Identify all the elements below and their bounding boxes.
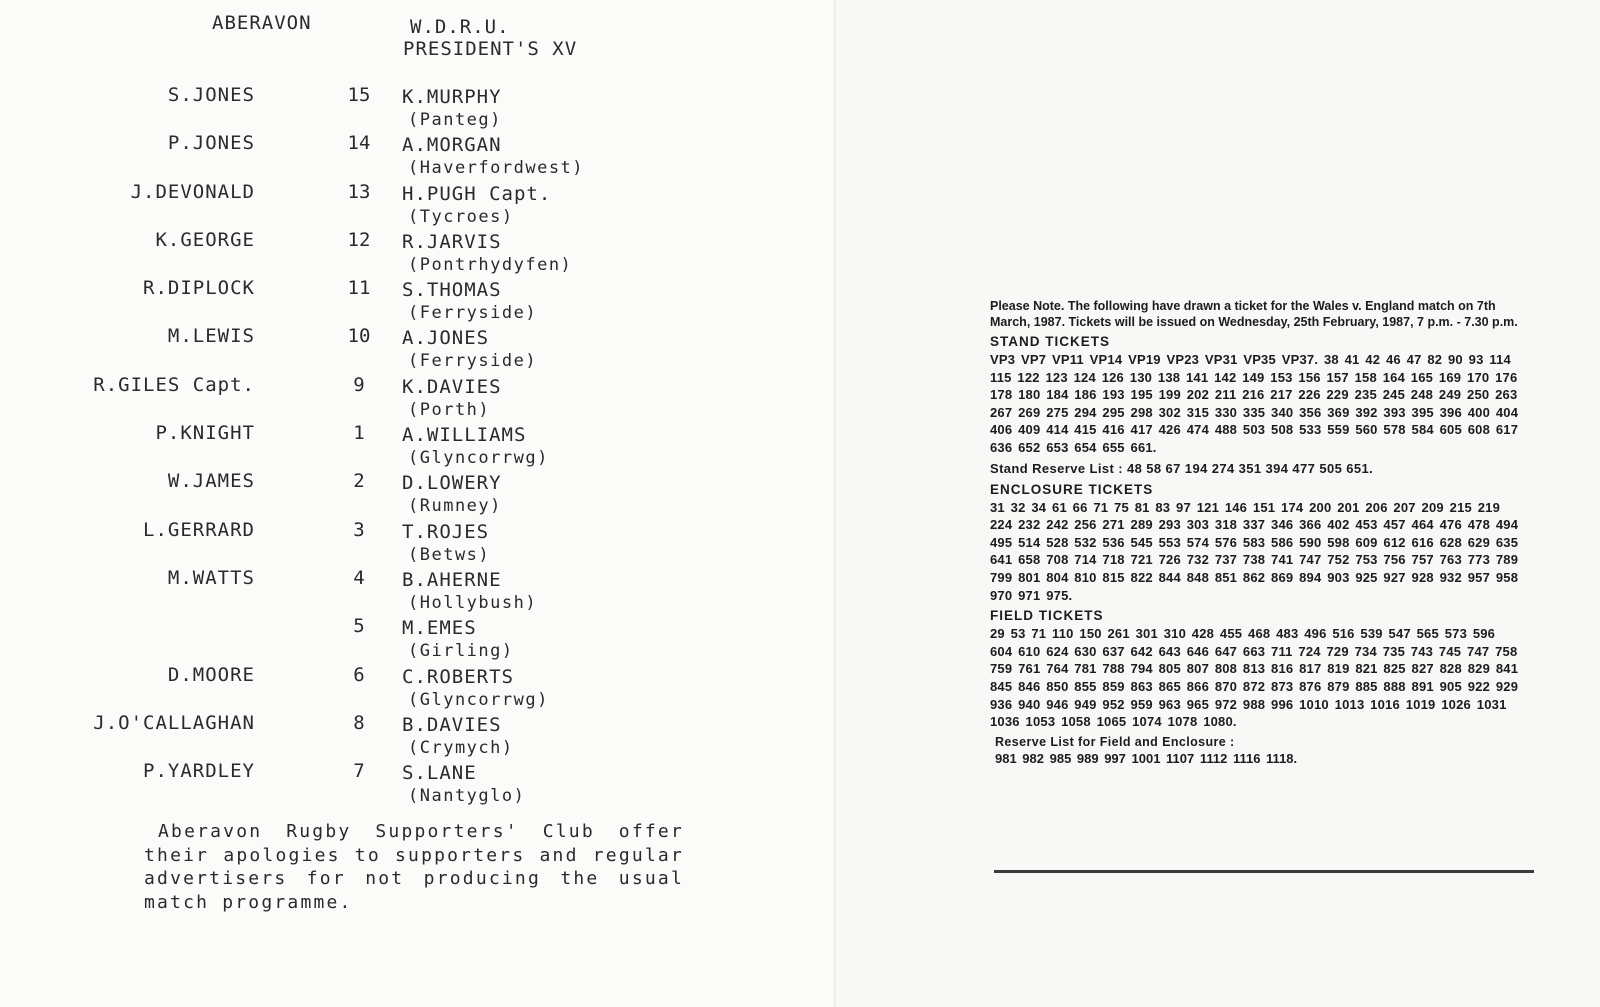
shirt-number: 2 [353, 470, 365, 493]
home-player-name: S.JONES [167, 84, 255, 106]
field-tickets-list: 29 53 71 110 150 261 301 310 428 455 468 483 496 516 539 547 565 573 596 604 610 624 630 637 642 643 646 647 663 711 724 729 734 735 743 745 747 758 759 761 764 781 788 794 805 807 808 813 816 817 819 821 825 827 828 829 841 845 846 850 855 859 863 865 866 870 872 873 876 879 885 888 891 905 922 929 936 940 946 949 952 959 963 965 972 988 996 1010 1013 1016 1019 1026 1031 1036 1053 1058 1065 1074 1078 1080. [990, 626, 1519, 730]
please-note-text: Please Note. The following have drawn a ticket for the Wales v. England match on 7th March, 1987. Tickets will be issued on Wednesday, 25th February, 1987, 7 p.m. - 7.30 p.m. [990, 299, 1518, 329]
home-player-name: R.DIPLOCK [143, 277, 255, 300]
shirt-number: 6 [353, 663, 365, 686]
home-player-name: M.LEWIS [167, 325, 255, 348]
away-player-name: M.EMES [402, 617, 477, 640]
away-player-name: B.DAVIES [402, 713, 502, 736]
stand-tickets-list: VP3 VP7 VP11 VP14 VP19 VP23 VP31 VP35 VP37. 38 41 42 46 47 82 90 93 114 115 122 123 124 126 130 138 141 142 149 153 156 157 158 164 165 169 170 176 178 180 184 186 193 195 199 202 211 216 217 226 229 235 245 248 249 250 263 267 269 275 294 295 298 302 315 330 335 340 356 369 392 393 395 396 400 404 406 409 414 415 416 417 426 474 488 503 508 533 559 560 578 584 605 608 617 636 652 653 654 655 661. [990, 352, 1519, 455]
teamsheet-row [0, 275, 760, 323]
shirt-number: 9 [353, 373, 365, 396]
home-player-name: K.GEORGE [155, 228, 255, 251]
stand-reserve-list: Stand Reserve List : 48 58 67 194 274 351 394 477 505 651. [990, 460, 1374, 476]
field-tickets-heading: FIELD TICKETS [990, 608, 1104, 624]
teamsheet-row [0, 758, 760, 806]
away-player-club: (Panteg) [408, 110, 502, 130]
away-player-name: D.LOWERY [402, 472, 502, 495]
home-team-heading: ABERAVON [212, 12, 312, 34]
home-player-name: R.GILES Capt. [93, 373, 255, 396]
away-player-club: (Tycroes) [408, 206, 514, 227]
teamsheet-row [0, 662, 760, 710]
teamsheet-row [0, 468, 760, 516]
away-player-club: (Ferryside) [408, 303, 538, 324]
away-player-name: H.PUGH Capt. [402, 182, 552, 205]
teamsheet-row [0, 565, 760, 613]
teamsheet-row [0, 613, 760, 661]
shirt-number: 3 [353, 518, 365, 541]
away-player-name: K.DAVIES [402, 375, 502, 398]
home-player-name: D.MOORE [167, 663, 255, 686]
away-player-name: A.JONES [402, 327, 490, 350]
teamsheet-row [0, 372, 760, 420]
home-player-name: P.JONES [167, 132, 255, 155]
teamsheet-row [0, 517, 760, 565]
apology-text: Aberavon Rugby Supporters' Club offer their apologies to supporters and regular advertisers for not producing the usual match programme. [144, 821, 684, 913]
apology-notice [144, 820, 684, 914]
away-player-name: R.JARVIS [402, 230, 502, 253]
teamsheet-row [0, 323, 760, 371]
away-player-club: (Girling) [408, 641, 514, 662]
stand-tickets-heading: STAND TICKETS [990, 334, 1110, 349]
teamsheet-row [0, 227, 760, 275]
away-player-name: A.WILLIAMS [402, 424, 527, 447]
home-player-name: M.WATTS [167, 566, 255, 589]
away-player-name: B.AHERNE [402, 568, 502, 591]
ticket-ballot-notice [990, 298, 1520, 766]
away-player-club: (Glyncorrwg) [408, 689, 549, 710]
home-player-name: J.O'CALLAGHAN [93, 711, 255, 734]
shirt-number: 4 [353, 566, 365, 589]
teamsheet-row [0, 420, 760, 468]
away-team-heading-line2: PRESIDENT'S XV [403, 38, 578, 60]
away-player-name: A.MORGAN [402, 134, 502, 157]
shirt-number: 14 [347, 132, 371, 155]
away-player-club: (Hollybush) [408, 592, 538, 613]
home-player-name: J.DEVONALD [130, 180, 255, 203]
away-player-club: (Pontrhydyfen) [408, 254, 573, 275]
shirt-number: 8 [353, 711, 365, 734]
away-player-club: (Porth) [408, 399, 491, 420]
shirt-number: 13 [347, 180, 371, 203]
away-player-club: (Rumney) [408, 496, 502, 517]
home-player-name: P.YARDLEY [143, 760, 255, 783]
away-player-club: (Betws) [408, 544, 491, 565]
teamsheet-row [0, 179, 760, 227]
away-player-club: (Crymych) [408, 737, 514, 758]
shirt-number: 10 [347, 325, 371, 348]
home-player-name: W.JAMES [167, 470, 255, 493]
away-player-name: S.LANE [402, 762, 477, 785]
shirt-number: 12 [347, 228, 371, 251]
away-player-name: C.ROBERTS [402, 665, 514, 688]
bottom-rule [994, 870, 1534, 873]
home-player-name: P.KNIGHT [155, 422, 255, 445]
enclosure-tickets-heading: ENCLOSURE TICKETS [990, 481, 1154, 497]
away-player-club: (Nantyglo) [408, 786, 526, 807]
shirt-number: 15 [347, 84, 371, 106]
shirt-number: 11 [347, 277, 371, 300]
shirt-number: 5 [353, 615, 365, 638]
away-player-club: (Ferryside) [408, 351, 538, 372]
field-reserve-caption: Reserve List for Field and Enclosure : [995, 734, 1235, 749]
shirt-number: 1 [353, 422, 365, 445]
away-player-club: (Glyncorrwg) [408, 448, 549, 469]
away-team-heading-line1: W.D.R.U. [410, 16, 510, 38]
away-player-name: T.ROJES [402, 520, 490, 543]
field-reserve-numbers: 981 982 985 989 997 1001 1107 1112 1116 1118. [995, 750, 1298, 766]
away-player-name: S.THOMAS [402, 279, 502, 302]
teamsheet [0, 82, 760, 806]
enclosure-tickets-list: 31 32 34 61 66 71 75 81 83 97 121 146 151 174 200 201 206 207 209 215 219 224 232 242 256 271 289 293 303 318 337 346 366 402 453 457 464 476 478 494 495 514 528 532 536 545 553 574 576 583 586 590 598 609 612 616 628 629 635 641 658 708 714 718 721 726 732 737 738 741 747 752 753 756 757 763 773 789 799 801 804 810 815 822 844 848 851 862 869 894 903 925 927 928 932 957 958 970 971 975. [990, 499, 1519, 603]
away-player-name: K.MURPHY [402, 86, 502, 108]
teamsheet-row [0, 710, 760, 758]
teamsheet-row [0, 82, 760, 130]
home-player-name: L.GERRARD [143, 518, 255, 541]
teamsheet-row [0, 130, 760, 178]
shirt-number: 7 [353, 760, 365, 783]
away-player-club: (Haverfordwest) [408, 158, 585, 179]
